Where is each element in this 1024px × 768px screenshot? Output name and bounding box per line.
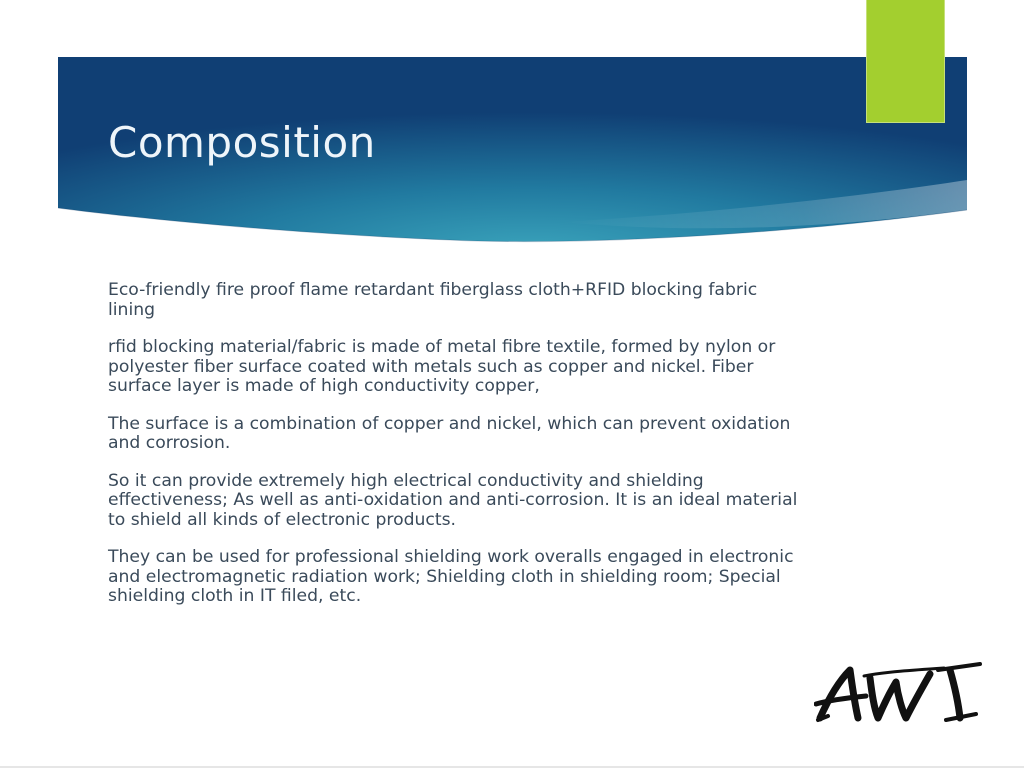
body-text bbox=[108, 281, 808, 625]
slide-title: Composition bbox=[108, 118, 376, 167]
accent-tab bbox=[867, 0, 944, 122]
paragraph-surface: The surface is a combination of copper and nickel, which can prevent oxidation and corrosion. bbox=[108, 413, 791, 453]
awi-logo-icon bbox=[814, 660, 984, 732]
paragraph-uses: They can be used for professional shielding work overalls engaged in electronic and electromagnetic radiation work; Shielding cloth in shielding room; Special shielding cloth in IT filed, etc. bbox=[108, 547, 794, 606]
paragraph-conductivity: So it can provide extremely high electrical conductivity and shielding effectiveness; As well as anti-oxidation and anti-corrosion. It is an ideal material to shield all kinds of electronic products. bbox=[108, 470, 798, 530]
paragraph-material: rfid blocking material/fabric is made of metal fibre textile, formed by nylon or polyester fiber surface coated with metals such as copper and nickel. Fiber surface layer is made of high conductivity copper, bbox=[108, 337, 776, 396]
paragraph-intro: Eco-friendly fire proof flame retardant fiberglass cloth+RFID blocking fabric lining bbox=[108, 280, 758, 320]
